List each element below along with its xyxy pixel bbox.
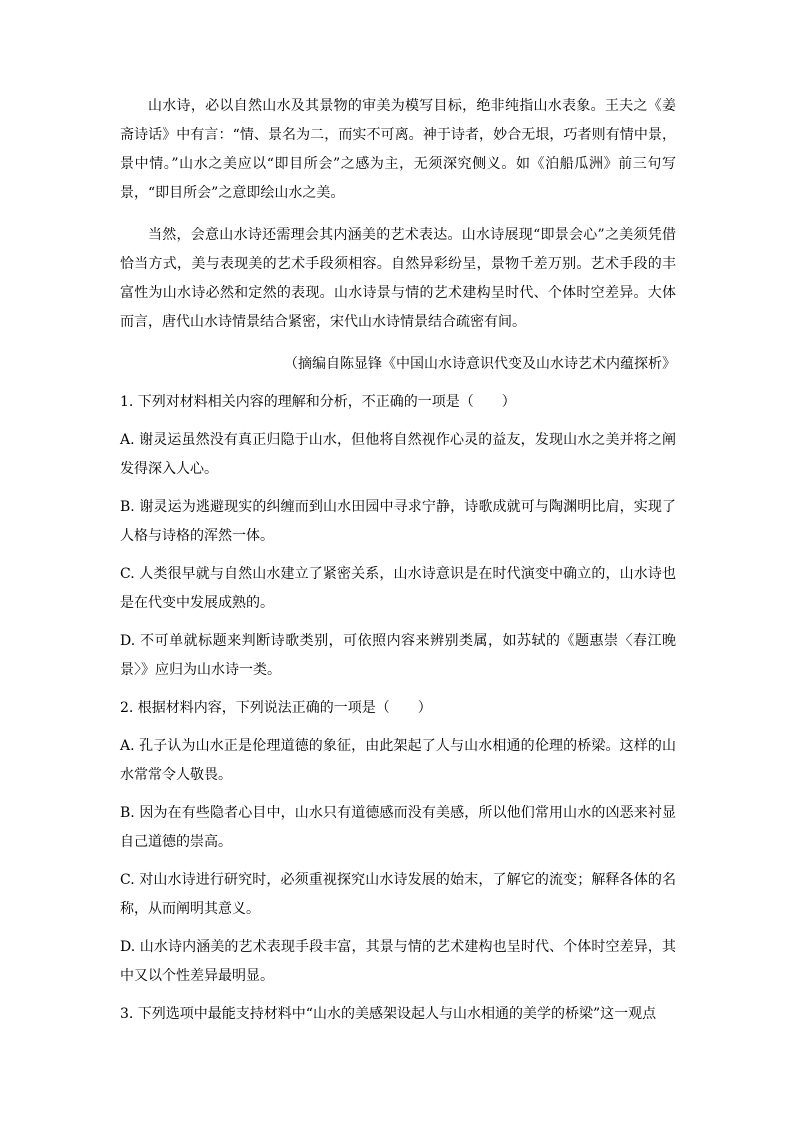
question-2-stem: 2. 根据材料内容，下列说法正确的一项是（ ） [120,700,432,716]
question-2 [120,694,676,991]
question-2-option-c: C. 对山水诗进行研究时，必须重视探究山水诗发展的始末，了解它的流变；解释各体的名称，从而阐明其意义。 [120,872,676,917]
question-2-option-a: A. 孔子认为山水正是伦理道德的象征，由此架起了人与山水相通的伦理的桥梁。这样的山水常常令人敬畏。 [120,738,676,783]
question-2-option-d: D. 山水诗内涵美的艺术表现手段丰富，其景与情的艺术建构也呈时代、个体时空差异，其中又以个性差异最明显。 [120,939,676,984]
question-1-option-c: C. 人类很早就与自然山水建立了紧密关系，山水诗意识是在时代演变中确立的，山水诗也是在代变中发展成熟的。 [120,566,676,611]
question-1-option-b: B. 谢灵运为逃避现实的纠缠而到山水田园中寻求宁静，诗歌成就可与陶渊明比肩，实现了人格与诗格的浑然一体。 [120,499,676,544]
document-page [120,92,676,1029]
question-1-stem: 1. 下列对材料相关内容的理解和分析，不正确的一项是（ ） [120,394,516,410]
question-2-option-b: B. 因为在有些隐者心目中，山水只有道德感而没有美感，所以他们常用山水的凶恶来衬显自己道德的崇高。 [120,805,676,850]
question-1-option-d: D. 不可单就标题来判断诗歌类别，可依照内容来辨别类属，如苏轼的《题惠崇〈春江晚景〉》应归为山水诗一类。 [120,633,676,678]
article-paragraph-2: 当然，会意山水诗还需理会其内涵美的艺术表达。山水诗展现“即景会心”之美须凭借恰当方式，美与表现美的艺术手段须相容。自然异彩纷呈，景物千差万别。艺术手段的丰富性为山水诗必然和定然的表现。山水诗景与情的艺术建构呈时代、个体时空差异。大体而言，唐代山水诗情景结合紧密，宋代山水诗情景结合疏密有间。 [120,227,676,330]
question-1-option-a: A. 谢灵运虽然没有真正归隐于山水，但他将自然视作心灵的益友，发现山水之美并将之阐发得深入人心。 [120,432,676,477]
question-3-stem: 3. 下列选项中最能支持材料中“山水的美感架设起人与山水相通的美学的桥梁”这一观点 [120,1006,657,1022]
article-paragraph-1: 山水诗，必以自然山水及其景物的审美为模写目标，绝非纯指山水表象。王夫之《姜斋诗话》中有言：“情、景名为二，而实不可离。神于诗者，妙合无垠，巧者则有情中景，景中情。”山水之美应以“即目所会”之感为主，无须深究侧义。如《泊船瓜洲》前三句写景，“即目所会”之意即绘山水之美。 [120,98,676,201]
article-source: （摘编自陈显锋《中国山水诗意识代变及山水诗艺术内蕴探析》 [284,356,676,372]
question-1 [120,388,676,685]
question-3 [120,1000,676,1029]
